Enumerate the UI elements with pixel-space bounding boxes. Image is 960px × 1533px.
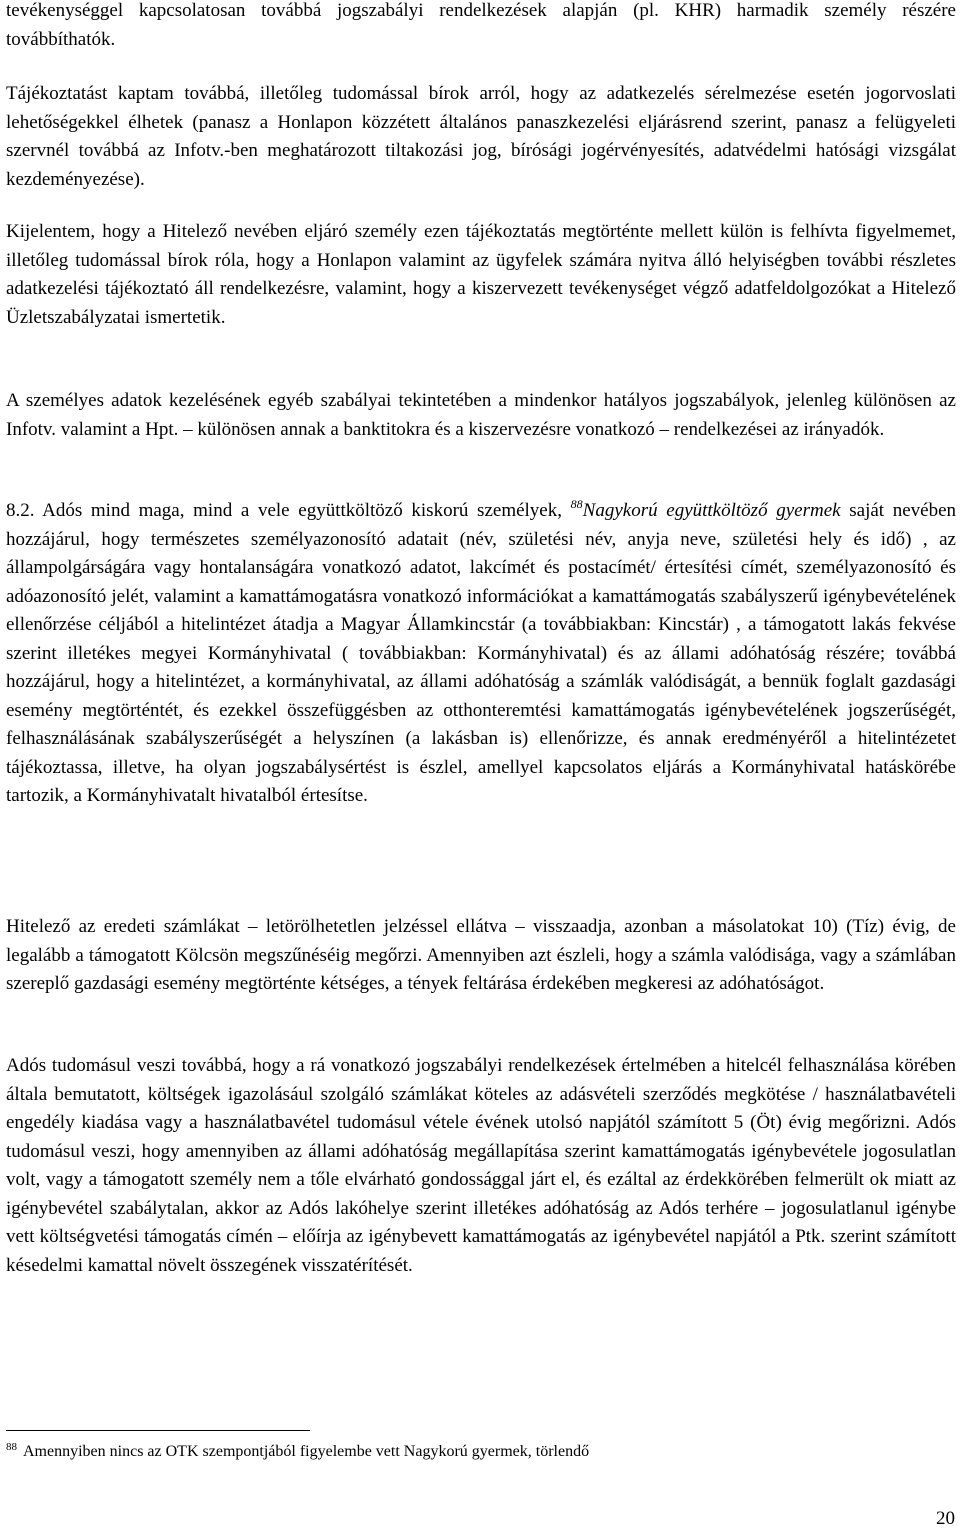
section-8-2-intro: 8.2. Adós mind maga, mind a vele együttköltöző kiskorú személyek, xyxy=(6,500,562,521)
italic-insert: Nagykorú együttköltöző gyermek xyxy=(582,500,841,521)
footnote-text: Amennyiben nincs az OTK szempontjából figyelembe vett Nagykorú gyermek, törlendő xyxy=(23,1443,590,1460)
footnote xyxy=(6,1441,589,1463)
paragraph-continuation: tevékenységgel kapcsolatosan továbbá jogszabályi rendelkezések alapján (pl. KHR) harmadik személy részére továbbíthatók. xyxy=(6,0,956,50)
footnote-number: 88 xyxy=(6,1441,17,1453)
footnote-separator xyxy=(6,1430,310,1431)
section-8-2-body: saját nevében hozzájárul, hogy természetes személyazonosító adatait (név, születési név, anyja neve, születési hely és idő) , az állampolgárságára vagy hontalanságára vonatkozó adatot, lakcímét és postacímét/ értesítési címét, személyazonosító és adóazonosító jelét, valamint a kamattámogatásra vonatkozó információkat a kamattámogatás szabályszerű igénybevételének ellenőrzése céljából a hitelintézet átadja a Magyar Államkincstár (a továbbiakban: Kincstár) , a támogatott lakás fekvése szerint illetékes megyei Kormányhivatal ( továbbiakban: Kormányhivatal) és az állami adóhatóság részére; továbbá hozzájárul, hogy a hitelintézet, a kormányhivatal, az állami adóhatóság a számlák valódiságát, a bennük foglalt gazdasági esemény megtörténtét, és ezekkel összefüggésben az otthonteremtési kamattámogatás igénybevételének jogszerűségét, felhasználásának szabályszerűségét a helyszínen (a lakásban is) ellenőrizze, és annak eredményéről a hitelintézetet tájékoztassa, illetve, ha olyan jogszabálysértést is észlel, amellyel kapcsolatos eljárás a Kormányhivatal hatáskörébe tartozik, a Kormányhivatalt hivatalból értesítse. xyxy=(6,500,957,806)
paragraph-debtor-obligations: Adós tudomásul veszi továbbá, hogy a rá vonatkozó jogszabályi rendelkezések értelmében a hitelcél felhasználása körében általa bemutatott, költségek igazolásául szolgáló számlákat köteles az adásvételi szerződés megkötése / használatbavételi engedély kiadása vagy a használatbavétel tudomásul vétele évének utolsó napjától számított 5 (Öt) évig megőrizni. Adós tudomásul veszi, hogy amennyiben az állami adóhatóság megállapítása szerint kamattámogatás igénybevétele jogosulatlan volt, vagy a támogatott személy nem a tőle elvárható gondossággal járt el, és ezáltal az érdekkörében felmerült ok miatt az igénybevétel szabálytalan, akkor az Adós lakóhelye szerint illetékes adóhatóság az Adós terhére – jogosulatlanul igénybe vett költségvetési támogatás címén – előírja az igénybevett kamattámogatás az igénybevétel napjától a Ptk. szerint számított késedelmi kamattal növelt összegének visszatérítését. xyxy=(6,1055,956,1276)
paragraph-other-rules: A személyes adatok kezelésének egyéb szabályai tekintetében a mindenkor hatályos jogszabályok, jelenleg különösen az Infotv. valamint a Hpt. – különösen annak a banktitokra és a kiszervezésre vonatkozó – rendelkezései az irányadók. xyxy=(6,390,956,440)
paragraph-declaration: Kijelentem, hogy a Hitelező nevében eljáró személy ezen tájékoztatás megtörténte mellett külön is felhívta figyelmemet, illetőleg tudomással bírok róla, hogy a Honlapon valamint az ügyfelek számára nyitva álló helyiségben további részletes adatkezelési tájékoztató áll rendelkezésre, valamint, hogy a kiszervezett tevékenységet végző adatfeldolgozókat a Hitelező Üzletszabályzatai ismertetik. xyxy=(6,221,956,328)
paragraph-section-8-2 xyxy=(6,497,956,811)
paragraph-invoices: Hitelező az eredeti számlákat – letörölhetetlen jelzéssel ellátva – visszaadja, azonban a másolatokat 10) (Tíz) évig, de legalább a támogatott Kölcsön megszűnéséig megőrzi. Amennyiben azt észleli, hogy a számla valódisága, vagy a számlában szereplő gazdasági esemény megtörténte kétséges, a tények feltárása érdekében megkeresi az adóhatóságot. xyxy=(6,916,956,994)
footnote-reference: 88 xyxy=(570,497,583,511)
page-number: 20 xyxy=(936,1508,955,1529)
paragraph-remedies: Tájékoztatást kaptam továbbá, illetőleg tudomással bírok arról, hogy az adatkezelés sérelmezése esetén jogorvoslati lehetőségekkel élhetek (panasz a Honlapon közzétett általános panaszkezelési eljárásrend szerint, panasz a felügyeleti szervnél továbbá az Infotv.-ben meghatározott tiltakozási jog, bírósági jogérvényesítés, adatvédelmi hatósági vizsgálat kezdeményezése). xyxy=(6,83,956,190)
